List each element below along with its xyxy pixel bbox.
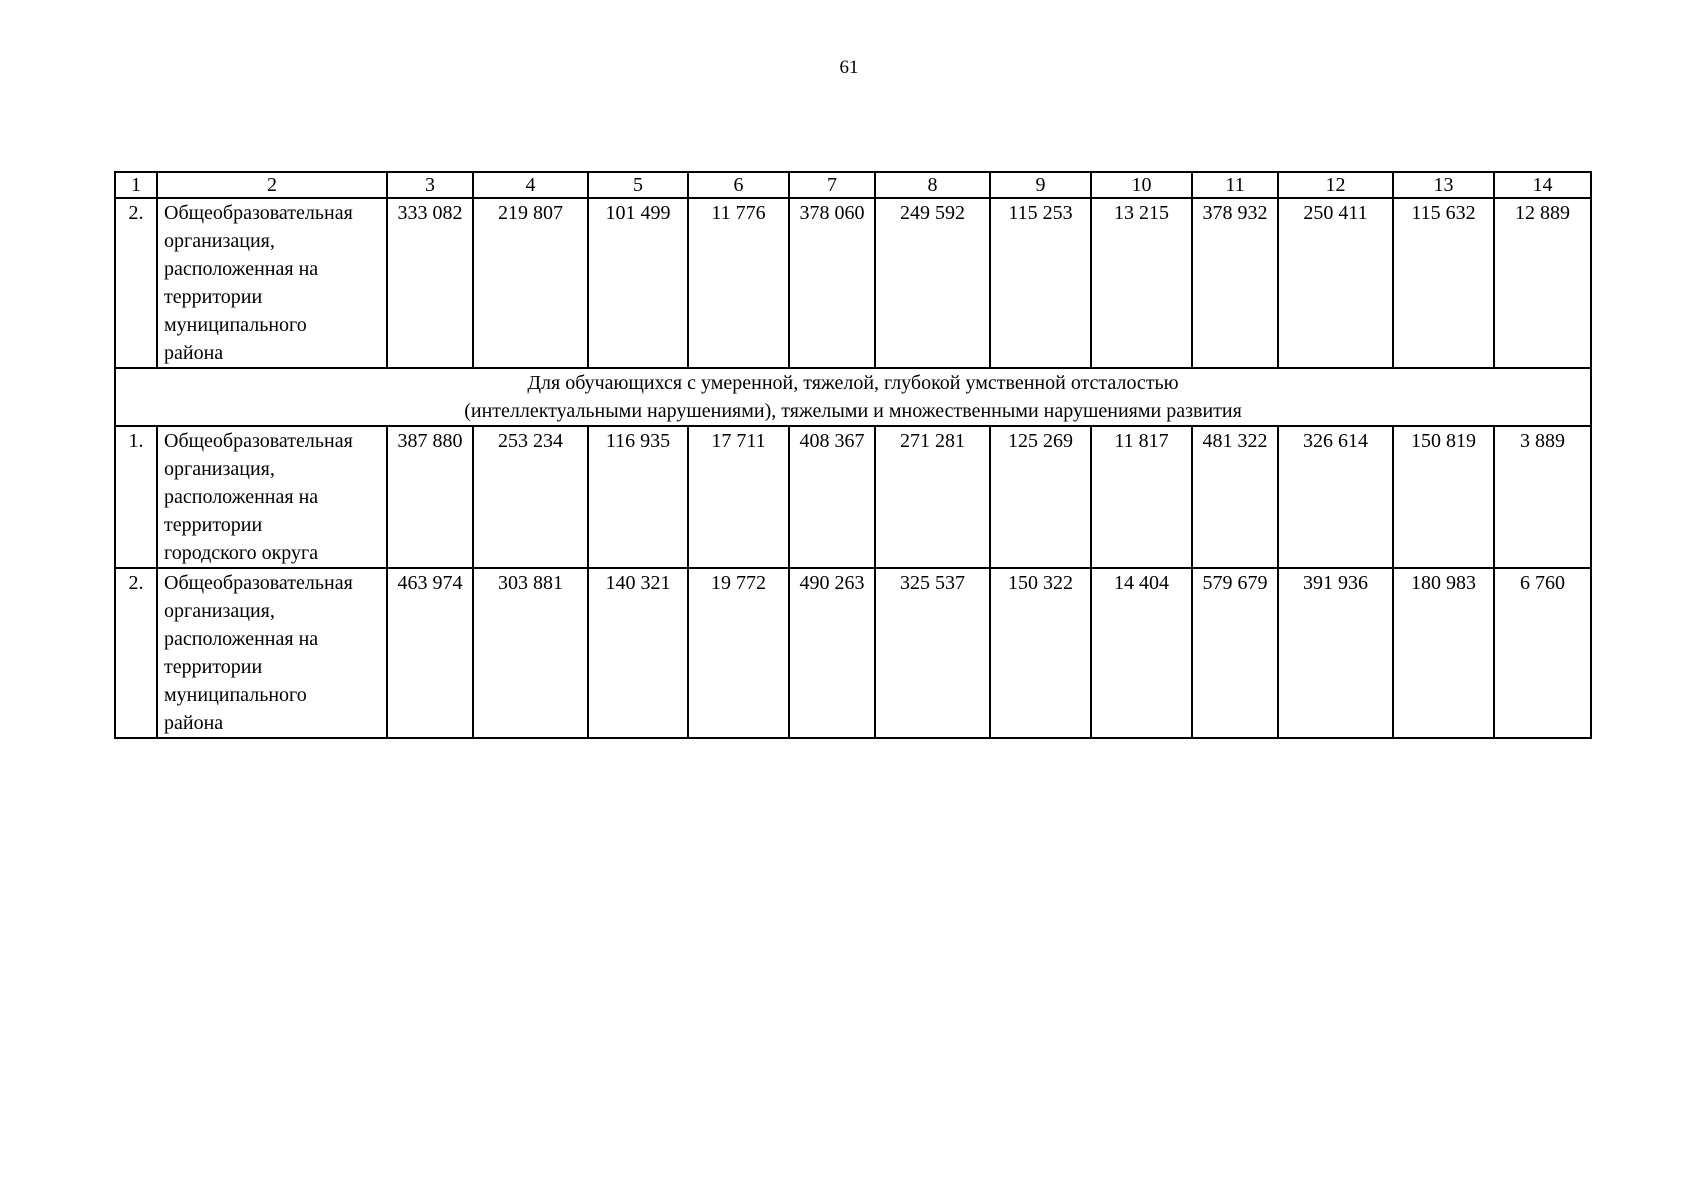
row-name: [157, 198, 387, 368]
value-cell: 3 889: [1494, 426, 1591, 568]
section-heading-line: (интеллектуальными нарушениями), тяжелыми и множественными нарушениями развития: [464, 400, 1242, 422]
value-cell: 125 269: [990, 426, 1091, 568]
row-name-line: района: [164, 342, 224, 364]
value-cell: 253 234: [473, 426, 588, 568]
data-table: [114, 171, 1592, 739]
row-name-line: городского округа: [164, 542, 319, 564]
value-cell: 378 932: [1192, 198, 1278, 368]
row-name-line: Общеобразовательная: [164, 430, 353, 452]
column-header: 13: [1393, 172, 1494, 198]
column-header: 1: [115, 172, 157, 198]
row-name-line: муниципального: [164, 684, 307, 706]
value-cell: 11 817: [1091, 426, 1192, 568]
row-name-line: района: [164, 712, 224, 734]
row-name-line: организация,: [164, 600, 275, 622]
column-header: 8: [875, 172, 990, 198]
row-number: 2.: [115, 568, 157, 738]
row-name: [157, 568, 387, 738]
row-name-line: расположенная на: [164, 628, 319, 650]
row-name: [157, 426, 387, 568]
value-cell: 463 974: [387, 568, 473, 738]
value-cell: 13 215: [1091, 198, 1192, 368]
table-row: [115, 198, 1591, 368]
row-name-line: организация,: [164, 230, 275, 252]
value-cell: 271 281: [875, 426, 990, 568]
column-header: 12: [1278, 172, 1393, 198]
column-header: 4: [473, 172, 588, 198]
value-cell: 481 322: [1192, 426, 1278, 568]
value-cell: 11 776: [688, 198, 789, 368]
column-header: 11: [1192, 172, 1278, 198]
section-row: [115, 368, 1591, 426]
table-row: [115, 568, 1591, 738]
value-cell: 140 321: [588, 568, 688, 738]
value-cell: 408 367: [789, 426, 875, 568]
row-name-line: Общеобразовательная: [164, 572, 353, 594]
value-cell: 6 760: [1494, 568, 1591, 738]
value-cell: 12 889: [1494, 198, 1591, 368]
value-cell: 17 711: [688, 426, 789, 568]
column-header: 10: [1091, 172, 1192, 198]
row-name-line: муниципального: [164, 314, 307, 336]
row-name-line: организация,: [164, 458, 275, 480]
column-header: 2: [157, 172, 387, 198]
value-cell: 490 263: [789, 568, 875, 738]
row-name-line: территории: [164, 656, 263, 678]
value-cell: 150 322: [990, 568, 1091, 738]
value-cell: 250 411: [1278, 198, 1393, 368]
value-cell: 391 936: [1278, 568, 1393, 738]
value-cell: 180 983: [1393, 568, 1494, 738]
table-header-row: [115, 172, 1591, 198]
value-cell: 115 632: [1393, 198, 1494, 368]
value-cell: 116 935: [588, 426, 688, 568]
row-name-line: территории: [164, 514, 263, 536]
value-cell: 333 082: [387, 198, 473, 368]
row-name-line: расположенная на: [164, 486, 319, 508]
column-header: 7: [789, 172, 875, 198]
section-heading: [115, 368, 1591, 426]
value-cell: 14 404: [1091, 568, 1192, 738]
value-cell: 219 807: [473, 198, 588, 368]
page-number: 61: [839, 57, 859, 78]
value-cell: 101 499: [588, 198, 688, 368]
value-cell: 303 881: [473, 568, 588, 738]
column-header: 5: [588, 172, 688, 198]
row-number: 1.: [115, 426, 157, 568]
row-name-line: расположенная на: [164, 258, 319, 280]
column-header: 9: [990, 172, 1091, 198]
row-name-line: территории: [164, 286, 263, 308]
value-cell: 325 537: [875, 568, 990, 738]
value-cell: 387 880: [387, 426, 473, 568]
value-cell: 326 614: [1278, 426, 1393, 568]
value-cell: 579 679: [1192, 568, 1278, 738]
value-cell: 150 819: [1393, 426, 1494, 568]
section-heading-line: Для обучающихся с умеренной, тяжелой, глубокой умственной отсталостью: [527, 372, 1179, 394]
row-number: 2.: [115, 198, 157, 368]
value-cell: 19 772: [688, 568, 789, 738]
value-cell: 378 060: [789, 198, 875, 368]
value-cell: 115 253: [990, 198, 1091, 368]
column-header: 6: [688, 172, 789, 198]
column-header: 3: [387, 172, 473, 198]
row-name-line: Общеобразовательная: [164, 202, 353, 224]
value-cell: 249 592: [875, 198, 990, 368]
column-header: 14: [1494, 172, 1591, 198]
table-row: [115, 426, 1591, 568]
